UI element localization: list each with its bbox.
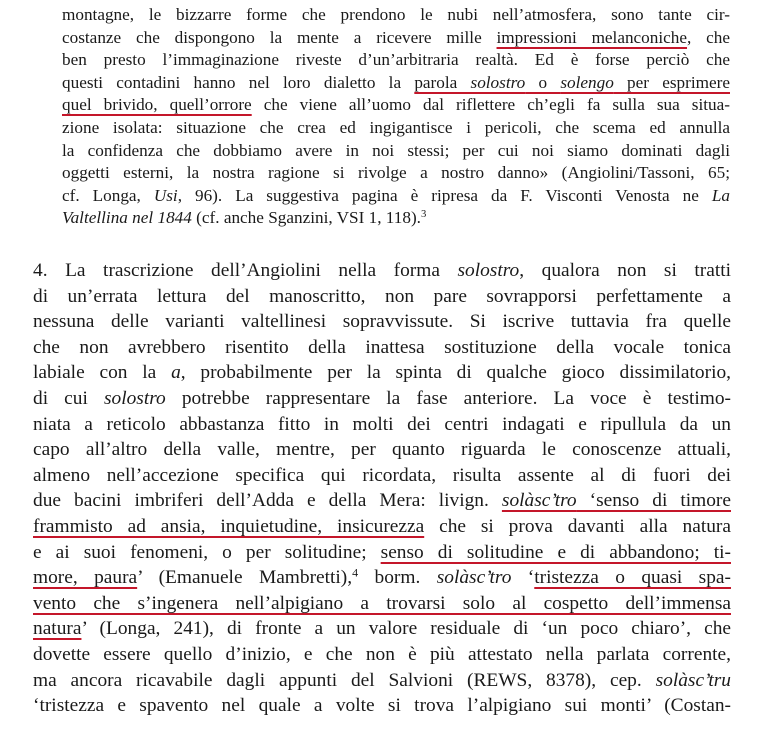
body-line	[33, 514, 731, 540]
text-run: potrebbe rappresentare la fase anteriore. La voce è testimo-	[165, 387, 732, 409]
quote-line	[62, 27, 730, 50]
text-run: di un’errata lettura del manoscritto, non pare sovrapporsi perfettamente a	[33, 285, 731, 307]
underlined-text: parola	[414, 72, 471, 92]
body-line	[33, 309, 731, 335]
text-run: solàsc’tro	[436, 567, 512, 589]
block-quote	[62, 4, 730, 230]
text-run: (cf. anche Sganzini, VSI 1, 118).	[191, 208, 421, 228]
body-line	[33, 642, 731, 668]
underlined-text: vento che s’ingenera nell’alpigiano a trovarsi solo al cospetto dell’immensa	[33, 592, 731, 614]
text-run: , 96). La suggestiva pagina è ripresa da F. Visconti Venosta ne	[177, 185, 712, 205]
quote-line	[62, 72, 730, 95]
text-run: oggetti esterni, la nostra ragione si rivolge a nostro danno» (Angiolini/Tassoni, 65;	[62, 163, 730, 183]
text-run: ben presto l’immaginazione riveste d’un’arbitraria realtà. Ed è forse perciò che	[62, 50, 730, 70]
body-line	[33, 693, 731, 719]
body-line	[33, 463, 731, 489]
text-run: che si prova davanti alla natura	[424, 515, 731, 537]
text-run: Valtellina nel 1844	[62, 208, 192, 228]
body-line	[33, 591, 731, 617]
quote-line	[62, 4, 730, 27]
text-run: questi contadini hanno nel loro dialetto la	[62, 72, 415, 92]
body-line	[33, 565, 731, 591]
underlined-text: ‘senso di timore	[576, 490, 731, 512]
text-run: dovette essere quello d’inizio, e che non è più attestato nella parlata corrente,	[33, 643, 731, 665]
text-run: che non avrebbero risentito della inattesa sostituzione della vocale tonica	[33, 336, 731, 358]
footnote-ref: 3	[420, 209, 427, 221]
quote-line	[62, 140, 730, 163]
underlined-text: o	[525, 72, 561, 92]
text-run: e ai suoi fenomeni, o per solitudine;	[33, 541, 381, 563]
text-run: nessuna delle varianti valtellinesi sopravvissute. Si iscrive tuttavia fra quelle	[33, 311, 731, 333]
text-run: costanze che dispongono la mente a ricevere mille	[62, 27, 497, 47]
body-line	[33, 437, 731, 463]
underlined-text: solengo	[560, 72, 614, 92]
text-run: zione isolata: situazione che crea ed ingigantisce i pericoli, che scema ed annulla	[62, 117, 730, 137]
text-run: che viene all’uomo dal riflettere ch’egli fa sulla sua situa-	[251, 95, 730, 115]
text-run: borm.	[358, 567, 437, 589]
underlined-text: per esprimere	[613, 72, 730, 92]
text-run: di cui	[33, 387, 104, 409]
body-line	[33, 258, 731, 284]
text-run: labiale con la	[33, 362, 172, 384]
text-run: ‘	[511, 567, 535, 589]
body-line	[33, 668, 731, 694]
underlined-text: senso di solitudine e di abbandono; ti-	[380, 541, 731, 563]
body-line	[33, 616, 731, 642]
body-line	[33, 540, 731, 566]
quote-line	[62, 207, 730, 230]
body-line	[33, 386, 731, 412]
text-run: niata a reticolo abbastanza fitto in molti dei centri indagati e ripullula da un	[33, 413, 731, 435]
text-run: solostro	[103, 387, 166, 409]
section-4-paragraph	[33, 258, 731, 719]
footnote-ref: 4	[352, 565, 359, 580]
underlined-text: solàsc’tro	[501, 490, 577, 512]
text-run: , qualora non si tratti	[519, 260, 731, 281]
text-run: solàsc’tru	[655, 669, 731, 691]
text-run: ma ancora ricavabile dagli appunti del Salvioni (REWS, 8378), cep.	[33, 669, 656, 691]
underlined-text: tristezza o quasi spa-	[534, 567, 731, 589]
text-run: Usi	[153, 185, 178, 205]
text-run: 4. La trascrizione dell’Angiolini nella forma	[33, 260, 458, 281]
body-line	[33, 335, 731, 361]
text-run: capo all’altro della valle, mentre, per quanto riguarda le conoscenze attuali,	[33, 439, 731, 461]
underlined-text: natura	[33, 618, 82, 640]
text-run: a	[171, 362, 181, 384]
quote-line	[62, 185, 730, 208]
quote-line	[62, 117, 730, 140]
text-run: montagne, le bizzarre forme che prendono le nubi nell’atmosfera, sono tante cir-	[62, 5, 730, 24]
underlined-text: solostro	[470, 72, 526, 92]
text-run: , probabilmente per la spinta di qualche gioco dissimilatorio,	[180, 362, 731, 384]
text-run: cf. Longa,	[62, 185, 154, 205]
text-run: La	[711, 185, 730, 205]
body-line	[33, 488, 731, 514]
body-line	[33, 284, 731, 310]
text-run: , che	[687, 27, 730, 47]
quote-line	[62, 49, 730, 72]
underlined-text: frammisto ad ansia, inquietudine, insicurezza	[33, 515, 425, 537]
underlined-text: quel brivido, quell’orrore	[62, 95, 252, 115]
body-line	[33, 412, 731, 438]
text-run: solostro	[457, 260, 520, 281]
underlined-text: more, paura	[33, 567, 138, 589]
underlined-text: impressioni melanconiche	[496, 27, 688, 47]
text-run: due bacini imbriferi dell’Adda e della Mera: livign.	[33, 490, 502, 512]
text-run: ‘tristezza e spavento nel quale a volte si trova l’alpigiano sui monti’ (Costan-	[33, 695, 731, 717]
quote-line	[62, 94, 730, 117]
text-run: la confidenza che dobbiamo avere in noi stessi; per cui noi siamo dominati dagli	[62, 140, 730, 160]
body-line	[33, 360, 731, 386]
quote-line	[62, 162, 730, 185]
text-run: ’ (Emanuele Mambretti),	[137, 567, 353, 589]
text-run: almeno nell’accezione specifica qui ricordata, risulta assente al di fuori dei	[33, 464, 731, 486]
text-run: ’ (Longa, 241), di fronte a un valore residuale di ‘un poco chiaro’, che	[81, 618, 731, 640]
